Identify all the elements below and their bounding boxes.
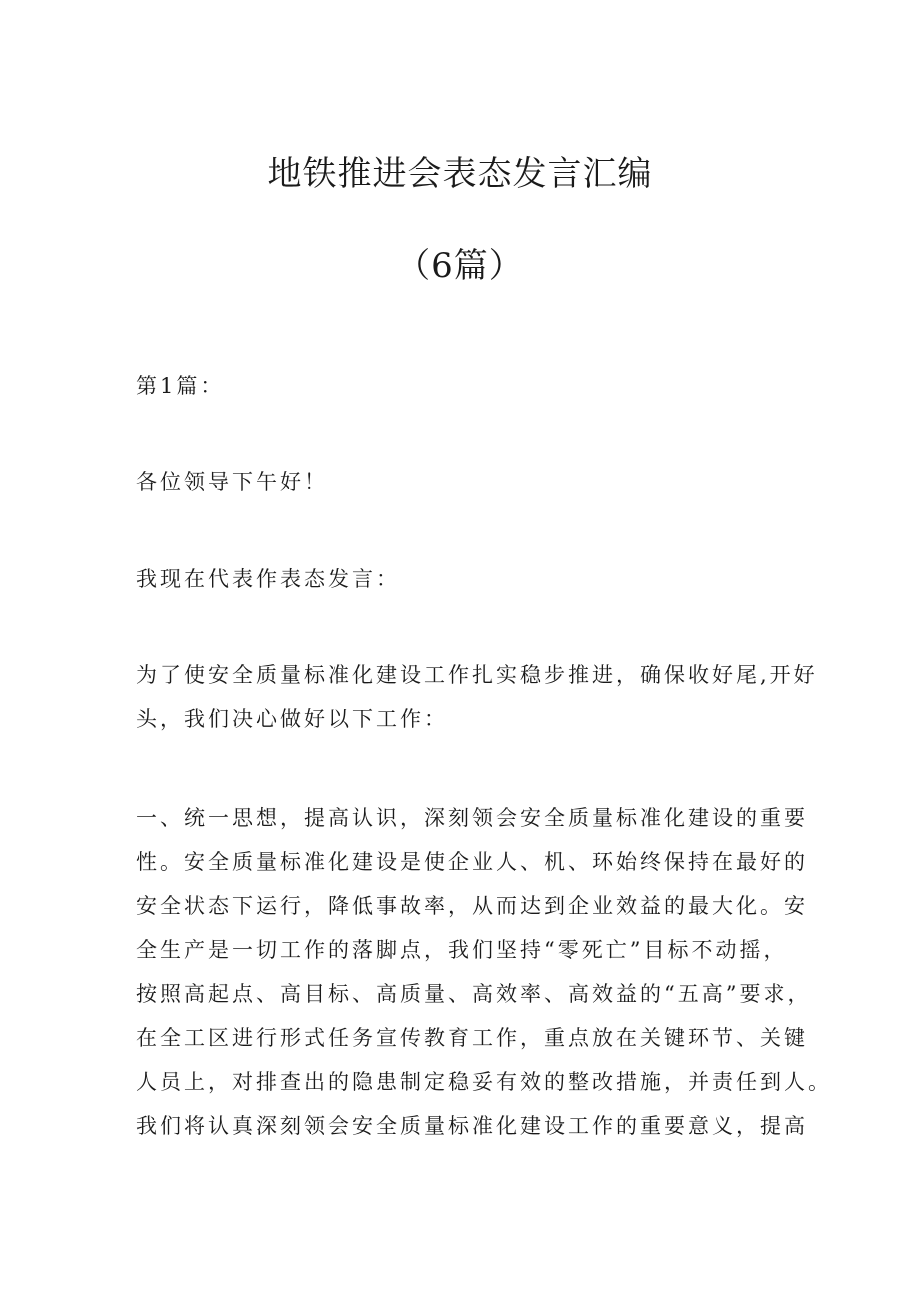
section-heading [136,364,796,408]
greeting [136,460,796,504]
paragraph-line: 为了使安全质量标准化建设工作扎实稳步推进，确保收好尾,开好 [136,663,818,687]
greeting-text: 各位领导下午好！ [136,470,328,494]
paragraph-line: 按照高起点、高目标、高质量、高效率、高效益的“五高”要求， [136,982,812,1006]
paragraph-2 [136,796,832,1148]
intro-text: 我现在代表作表态发言： [136,567,400,591]
paragraph-line: 人员上，对排查出的隐患制定稳妥有效的整改措施，并责任到人。 [136,1070,832,1094]
document-title: 地铁推进会表态发言汇编 [267,154,653,194]
paragraph-line: 安全状态下运行，降低事故率，从而达到企业效益的最大化。安 [136,894,808,918]
section-heading-text: 第1篇： [136,374,225,398]
paragraph-line: 我们将认真深刻领会安全质量标准化建设工作的重要意义，提高 [136,1114,808,1138]
paragraph-line: 一、统一思想，提高认识，深刻领会安全质量标准化建设的重要 [136,806,808,830]
paragraph-line: 头，我们决心做好以下工作： [136,707,448,731]
paragraph-line: 在全工区进行形式任务宣传教育工作，重点放在关键环节、关键 [136,1026,808,1050]
intro [136,557,796,601]
paragraph-1 [136,653,818,741]
paragraph-line: 全生产是一切工作的落脚点，我们坚持“零死亡”目标不动摇， [136,938,788,962]
document-subtitle: （6篇） [396,246,524,286]
paragraph-line: 性。安全质量标准化建设是使企业人、机、环始终保持在最好的 [136,850,808,874]
